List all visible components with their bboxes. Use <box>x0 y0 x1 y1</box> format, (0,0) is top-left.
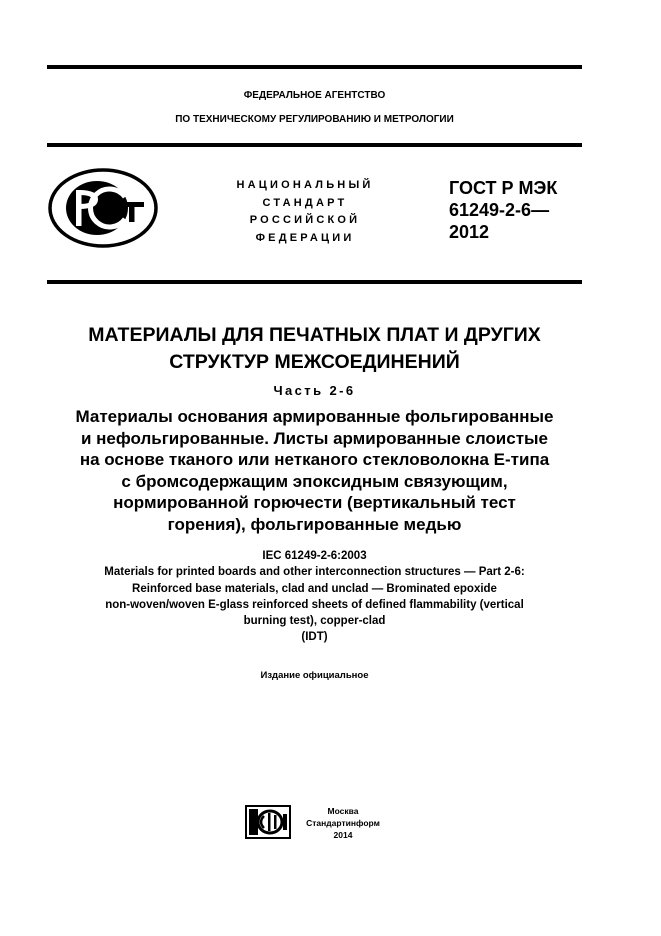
iec-line-6: (IDT) <box>301 631 328 644</box>
edition-label: Издание официальное <box>260 670 369 681</box>
document-title <box>47 322 582 376</box>
national-standard-line-4: ФЕДЕРАЦИИ <box>255 231 355 244</box>
header-rule <box>47 143 582 147</box>
iec-reference <box>47 548 582 646</box>
subtitle-line-2: и нефольгированные. Листы армированные слоистые <box>80 428 549 448</box>
publisher-year: 2014 <box>333 830 353 840</box>
iec-line-1: IEC 61249-2-6:2003 <box>262 550 367 562</box>
iec-line-4: non-woven/woven E-glass reinforced sheets of defined flammability (vertical <box>105 598 524 611</box>
rst-certification-logo-icon <box>48 168 158 248</box>
part-number: Часть 2-6 <box>273 383 356 398</box>
iec-line-5: burning test), copper-clad <box>243 615 386 628</box>
subtitle-line-6: горения), фольгированные медью <box>167 514 462 534</box>
publisher-name: Стандартинформ <box>306 818 380 828</box>
agency-line-1: ФЕДЕРАЛЬНОЕ АГЕНТСТВО <box>243 90 386 101</box>
subtitle-line-5: нормированной горючести (вертикальный тест <box>113 493 516 512</box>
standartinform-logo-icon <box>245 805 291 839</box>
designation-line-1: ГОСТ Р МЭК <box>449 178 558 198</box>
standard-designation <box>449 177 557 243</box>
agency-header <box>47 84 582 132</box>
iec-line-3: Reinforced base materials, clad and unclad — Brominated epoxide <box>132 582 497 595</box>
rst-logo <box>48 168 158 248</box>
designation-line-2: 61249-2-6— <box>449 200 550 220</box>
iec-line-2: Materials for printed boards and other interconnection structures — Part 2-6: <box>104 566 525 579</box>
document-subtitle <box>47 406 582 535</box>
top-rule <box>47 65 582 69</box>
national-standard-line-1: НАЦИОНАЛЬНЫЙ <box>236 179 374 191</box>
subtitle-line-1: Материалы основания армированные фольгированные <box>75 407 554 426</box>
title-line-1: МАТЕРИАЛЫ ДЛЯ ПЕЧАТНЫХ ПЛАТ И ДРУГИХ <box>88 324 541 346</box>
national-standard-label <box>210 177 400 247</box>
publisher-info <box>300 805 386 841</box>
designation-line-3: 2012 <box>449 222 490 242</box>
designation-rule <box>47 280 582 284</box>
national-standard-line-2: СТАНДАРТ <box>262 196 348 209</box>
agency-line-2: ПО ТЕХНИЧЕСКОМУ РЕГУЛИРОВАНИЮ И МЕТРОЛОГИИ <box>175 114 454 125</box>
publisher-logo <box>245 805 291 839</box>
subtitle-line-3: на основе тканого или нетканого стекловолокна Е-типа <box>79 450 550 469</box>
subtitle-line-4: с бромсодержащим эпоксидным связующим, <box>121 471 508 491</box>
national-standard-line-3: РОССИЙСКОЙ <box>249 214 361 226</box>
title-line-2: СТРУКТУР МЕЖСОЕДИНЕНИЙ <box>169 351 460 373</box>
publisher-city: Москва <box>327 806 359 816</box>
